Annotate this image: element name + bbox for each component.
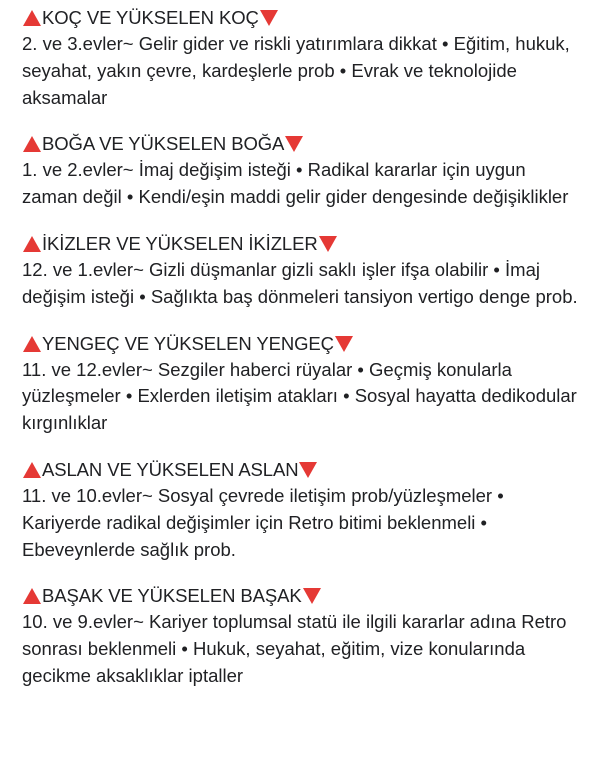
red-triangle-down-icon (259, 9, 279, 27)
section-heading (22, 457, 590, 483)
red-triangle-up-icon (22, 9, 42, 27)
red-triangle-up-icon (22, 135, 42, 153)
section-body: 2. ve 3.evler~ Gelir gider ve riskli yatırımlara dikkat • Eğitim, hukuk, seyahat, yakın çevre, kardeşlerle prob • Evrak ve teknolojide aksamalar (22, 33, 570, 108)
horoscope-section-yengec (22, 331, 590, 437)
section-body: 12. ve 1.evler~ Gizli düşmanlar gizli saklı işler ifşa olabilir • İmaj değişim isteği • Sağlıkta baş dönmeleri tansiyon vertigo denge prob. (22, 258, 578, 307)
section-heading (22, 583, 590, 609)
section-title: BAŞAK VE YÜKSELEN BAŞAK (42, 585, 302, 607)
section-heading (22, 231, 590, 257)
red-triangle-down-icon (284, 135, 304, 153)
horoscope-section-boga (22, 131, 590, 211)
section-body: 1. ve 2.evler~ İmaj değişim isteği • Radikal kararlar için uygun zaman değil • Kendi/eşin maddi gelir gider dengesinde değişiklikler (22, 159, 569, 208)
section-title: BOĞA VE YÜKSELEN BOĞA (42, 133, 285, 155)
red-triangle-down-icon (334, 335, 354, 353)
horoscope-section-ikizler (22, 231, 590, 311)
section-heading (22, 5, 590, 31)
red-triangle-up-icon (22, 335, 42, 353)
red-triangle-down-icon (302, 587, 322, 605)
red-triangle-down-icon (318, 235, 338, 253)
section-title: YENGEÇ VE YÜKSELEN YENGEÇ (42, 332, 334, 354)
red-triangle-up-icon (22, 235, 42, 253)
red-triangle-up-icon (22, 461, 42, 479)
red-triangle-up-icon (22, 587, 42, 605)
section-body: 10. ve 9.evler~ Kariyer toplumsal statü ile ilgili kararlar adına Retro sonrası beklenmeli • Hukuk, seyahat, eğitim, vize konularında gecikme aksaklıklar iptaller (22, 611, 567, 686)
section-body: 11. ve 12.evler~ Sezgiler haberci rüyalar • Geçmiş konularla yüzleşmeler • Exlerden iletişim atakları • Sosyal hayatta dedikodular kırgınlıklar (22, 358, 577, 434)
horoscope-section-koc (22, 5, 590, 111)
section-title: İKİZLER VE YÜKSELEN İKİZLER (42, 232, 318, 254)
red-triangle-down-icon (298, 461, 318, 479)
horoscope-section-basak (22, 583, 590, 689)
section-body: 11. ve 10.evler~ Sosyal çevrede iletişim prob/yüzleşmeler • Kariyerde radikal değişimler için Retro bitimi beklenmeli • Ebeveynlerde sağlık prob. (22, 484, 504, 560)
section-heading (22, 331, 590, 357)
section-heading (22, 131, 590, 157)
section-title: KOÇ VE YÜKSELEN KOÇ (42, 7, 259, 28)
horoscope-section-aslan (22, 457, 590, 563)
section-title: ASLAN VE YÜKSELEN ASLAN (42, 458, 299, 480)
